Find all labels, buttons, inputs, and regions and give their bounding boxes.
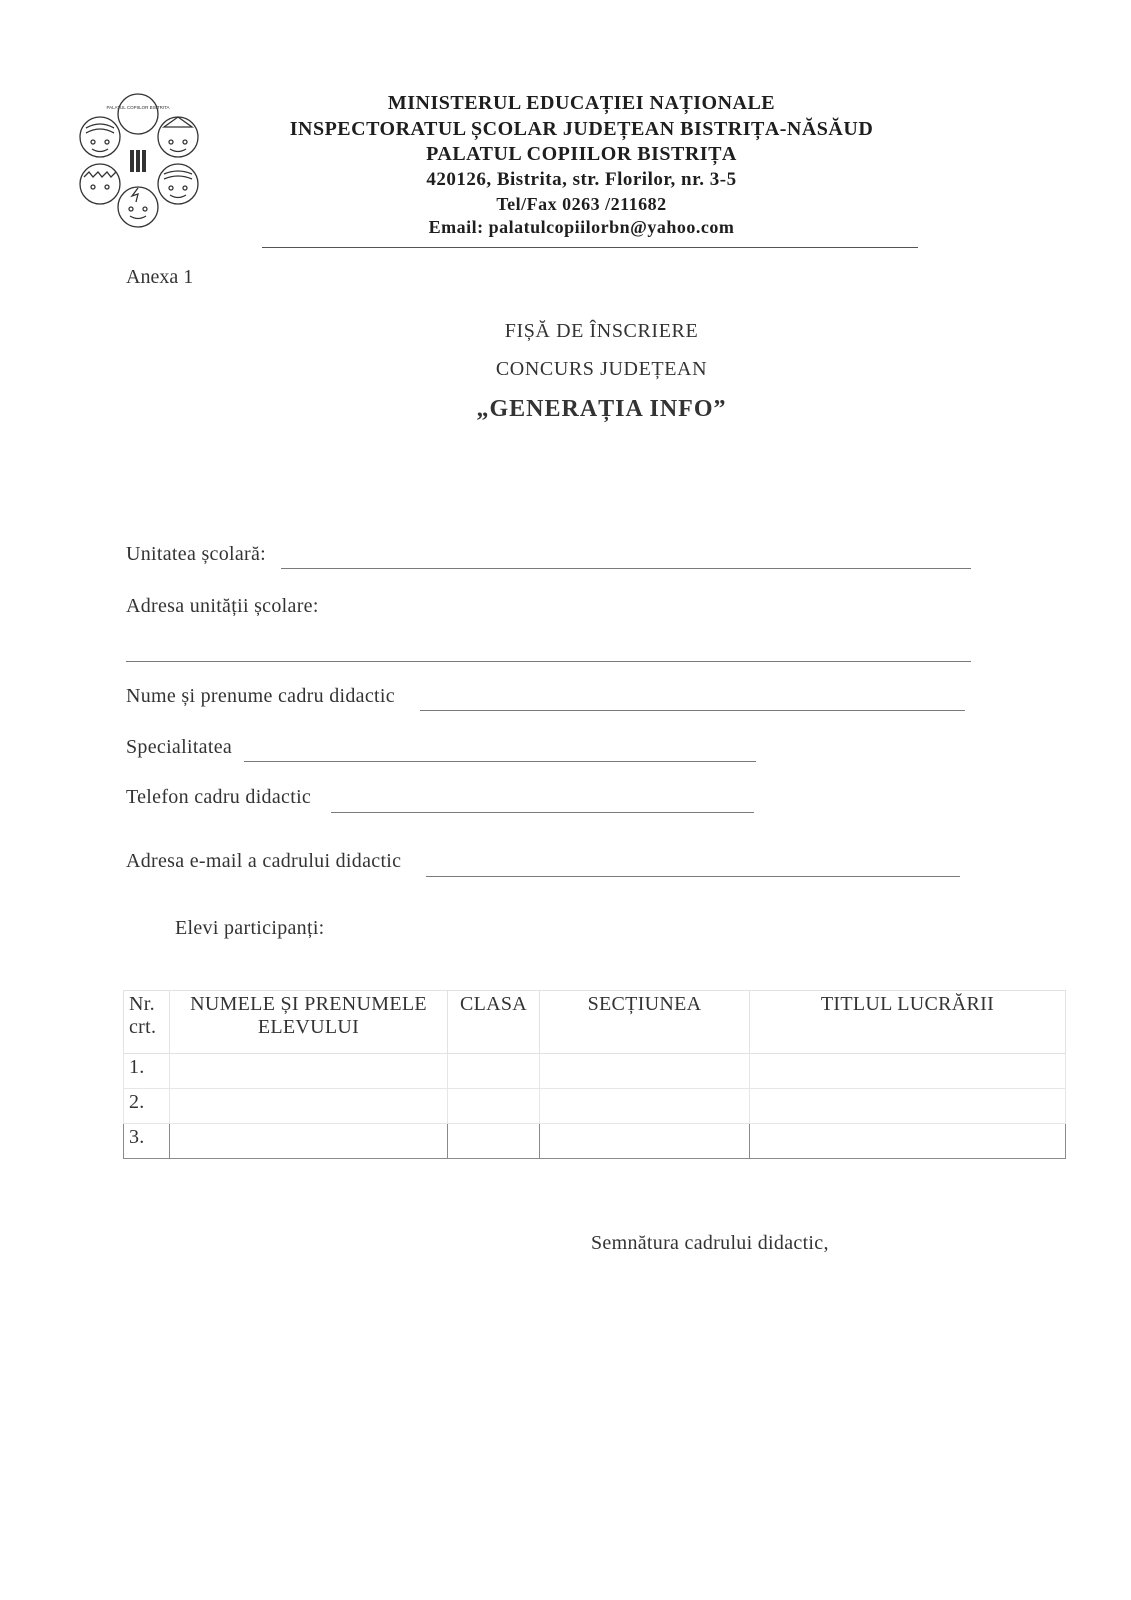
class-cell[interactable] [448,1089,540,1124]
annex-label: Anexa 1 [126,266,194,288]
teacher-name-line[interactable] [420,710,965,711]
teacher-name-label: Nume și prenume cadru didactic [126,685,395,707]
signature-label: Semnătura cadrului didactic, [591,1232,829,1254]
contest-subtitle: CONCURS JUDEȚEAN [495,358,708,380]
participants-label: Elevi participanți: [175,917,325,939]
school-address-label: Adresa unității școlare: [126,595,319,617]
student-name-cell[interactable] [170,1054,448,1089]
section-cell[interactable] [540,1089,750,1124]
school-unit-label: Unitatea școlară: [126,543,267,565]
header-class: CLASA [448,991,540,1054]
ministry-name: MINISTERUL EDUCAȚIEI NAȚIONALE [387,92,776,114]
row-number: 1. [124,1054,170,1089]
teacher-email-label: Adresa e-mail a cadrului didactic [126,850,402,872]
institution-phone: Tel/Fax 0263 /211682 [496,194,667,214]
class-cell[interactable] [448,1124,540,1159]
table-row [124,1054,1066,1089]
work-title-cell[interactable] [750,1124,1066,1159]
teacher-phone-line[interactable] [331,812,754,813]
header-section: SECȚIUNEA [540,991,750,1054]
institution-address: 420126, Bistrita, str. Florilor, nr. 3-5 [426,169,737,190]
teacher-email-line[interactable] [426,876,960,877]
row-number: 3. [124,1124,170,1159]
school-address-line[interactable] [126,661,971,662]
inspectorate-name: INSPECTORATUL ȘCOLAR JUDEȚEAN BISTRIȚA-NĂSĂUD [289,118,874,140]
contest-name: „GENERAȚIA INFO” [476,396,727,422]
participants-table [123,990,1066,1159]
table-header-row [124,991,1066,1054]
institution-name: PALATUL COPIILOR BISTRIȚA [426,143,737,165]
section-cell[interactable] [540,1054,750,1089]
student-name-cell[interactable] [170,1089,448,1124]
student-name-cell[interactable] [170,1124,448,1159]
section-cell[interactable] [540,1124,750,1159]
work-title-cell[interactable] [750,1089,1066,1124]
work-title-cell[interactable] [750,1054,1066,1089]
specialty-label: Specialitatea [126,736,233,758]
row-number: 2. [124,1089,170,1124]
form-title: FIȘĂ DE ÎNSCRIERE [504,320,699,342]
header-nr: Nr. crt. [124,991,170,1054]
logo-text: PALATUL COPIILOR BISTRITA [106,105,170,110]
table-row [124,1089,1066,1124]
table-row [124,1124,1066,1159]
header-student-name: NUMELE ȘI PRENUMELE ELEVULUI [170,991,448,1054]
specialty-line[interactable] [244,761,756,762]
teacher-phone-label: Telefon cadru didactic [126,786,312,808]
header-divider [262,247,918,248]
class-cell[interactable] [448,1054,540,1089]
institution-email: Email: palatulcopiilorbn@yahoo.com [428,217,735,237]
school-unit-line[interactable] [281,568,971,569]
header-title: TITLUL LUCRĂRII [750,991,1066,1054]
